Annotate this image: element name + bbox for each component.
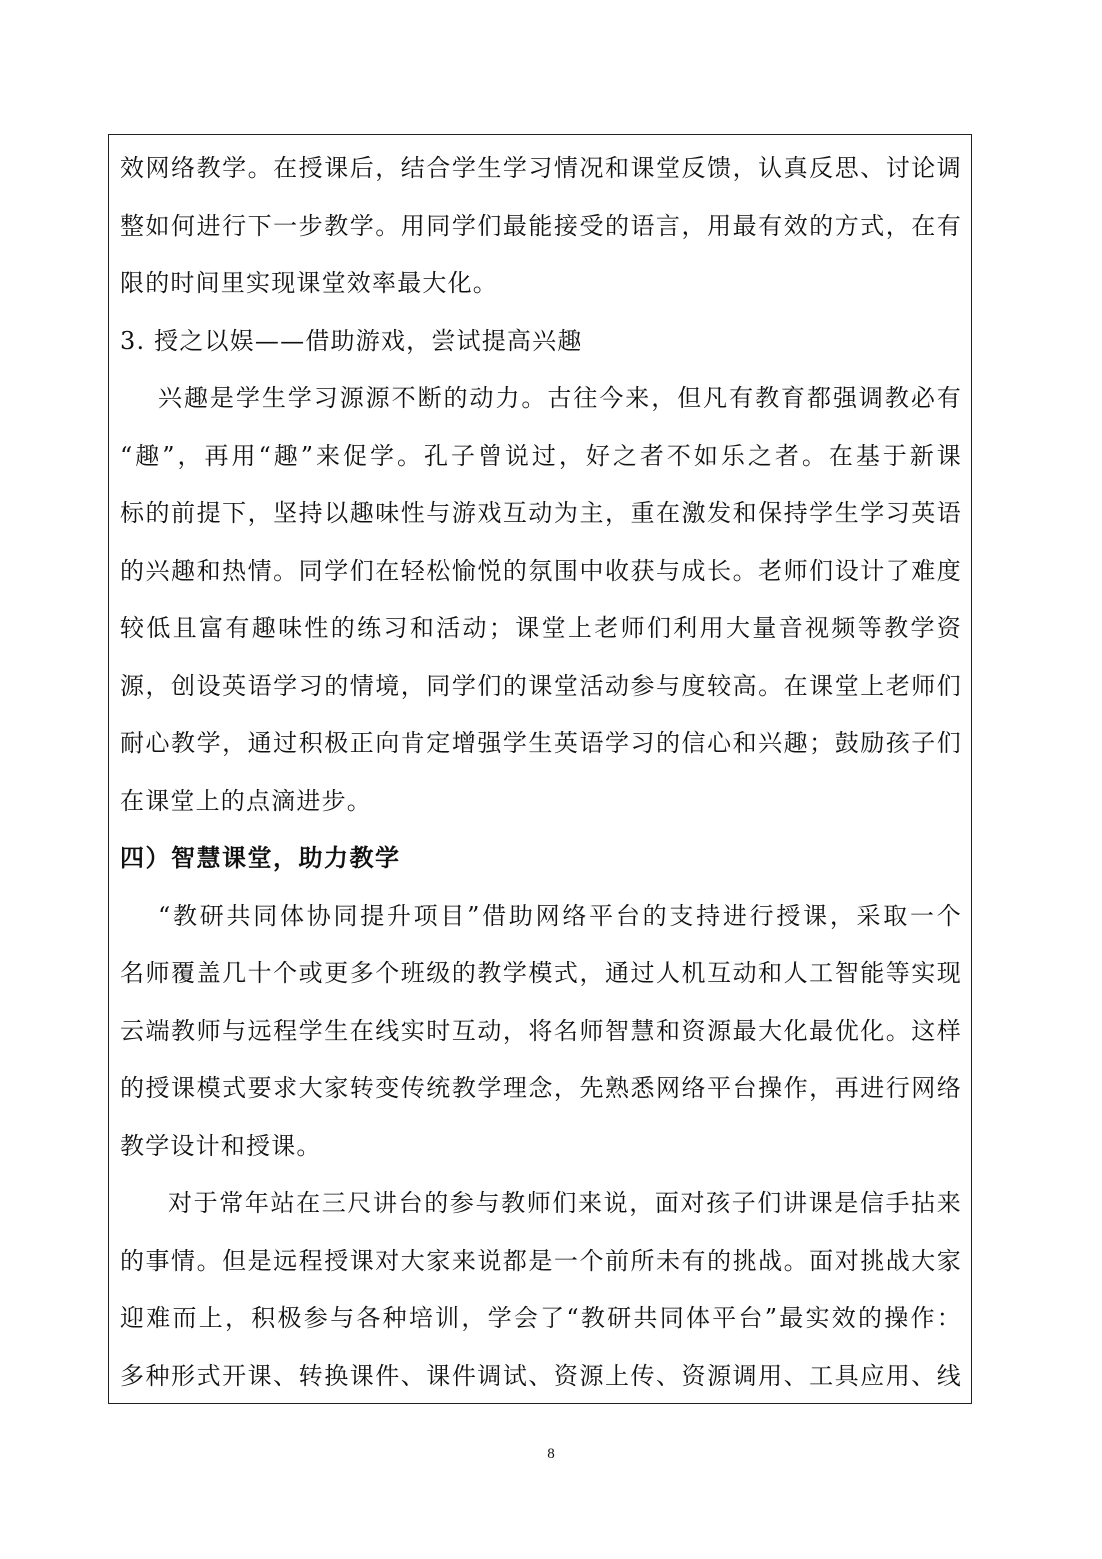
text-line: 迎难而上，积极参与各种培训，学会了“教研共同体平台”最实效的操作： (120, 1304, 962, 1332)
text-line: 在课堂上的点滴进步。 (120, 786, 372, 815)
text-line: 名师覆盖几十个或更多个班级的教学模式，通过人机互动和人工智能等实现 (120, 959, 962, 987)
text-line: 的兴趣和热情。同学们在轻松愉悦的氛围中收获与成长。老师们设计了难度 (120, 556, 962, 585)
text-line: 限的时间里实现课堂效率最大化。 (120, 269, 498, 297)
document-body (120, 140, 962, 1405)
page-number: 8 (547, 1446, 555, 1462)
text-line: 的授课模式要求大家转变传统教学理念，先熟悉网络平台操作，再进行网络 (120, 1074, 962, 1102)
text-line: 较低且富有趣味性的练习和活动；课堂上老师们利用大量音视频等教学资 (120, 614, 962, 642)
text-line: 3. 授之以娱——借助游戏，尝试提高兴趣 (120, 326, 583, 355)
text-line: 标的前提下，坚持以趣味性与游戏互动为主，重在激发和保持学生学习英语 (120, 499, 962, 527)
text-line: “趣”，再用“趣”来促学。孔子曾说过，好之者不如乐之者。在基于新课 (120, 441, 962, 470)
text-line: “教研共同体协同提升项目”借助网络平台的支持进行授课，采取一个 (158, 901, 962, 930)
text-line: 源，创设英语学习的情境，同学们的课堂活动参与度较高。在课堂上老师们 (120, 671, 962, 700)
text-line: 耐心教学，通过积极正向肯定增强学生英语学习的信心和兴趣；鼓励孩子们 (120, 729, 962, 757)
text-line: 的事情。但是远程授课对大家来说都是一个前所未有的挑战。面对挑战大家 (120, 1246, 962, 1275)
text-line: 教学设计和授课。 (120, 1131, 322, 1160)
text-line: 整如何进行下一步教学。用同学们最能接受的语言，用最有效的方式，在有 (120, 211, 962, 240)
text-line: 多种形式开课、转换课件、课件调试、资源上传、资源调用、工具应用、线 (120, 1361, 962, 1390)
section-heading: 四）智慧课堂，助力教学 (120, 844, 401, 872)
text-line: 对于常年站在三尺讲台的参与教师们来说，面对孩子们讲课是信手拈来 (168, 1189, 962, 1217)
text-line: 兴趣是学生学习源源不断的动力。古往今来，但凡有教育都强调教必有 (158, 384, 962, 412)
text-line: 效网络教学。在授课后，结合学生学习情况和课堂反馈，认真反思、讨论调 (120, 154, 962, 182)
text-line: 云端教师与远程学生在线实时互动，将名师智慧和资源最大化最优化。这样 (120, 1016, 962, 1045)
